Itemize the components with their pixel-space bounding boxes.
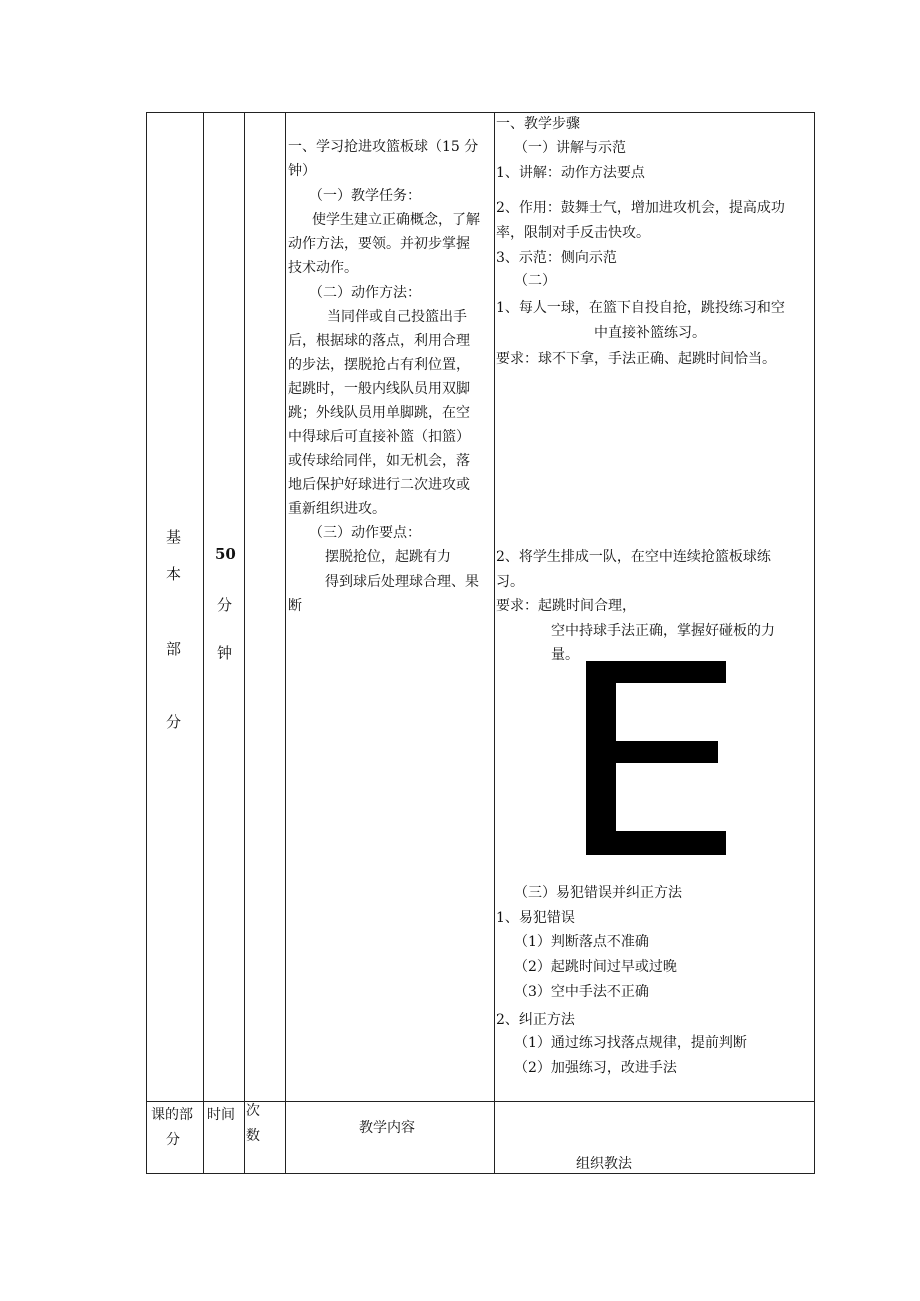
method-line: 一、教学步骤 — [496, 116, 580, 132]
section-name-char: 部 — [166, 640, 182, 658]
content-line: 钟） — [288, 163, 316, 179]
header-content: 教学内容 — [359, 1120, 415, 1136]
method-line: （1）通过练习找落点规律，提前判断 — [514, 1035, 747, 1051]
content-line: 技术动作。 — [288, 260, 358, 276]
method-line: （一）讲解与示范 — [514, 140, 626, 156]
method-line: （1）判断落点不准确 — [514, 934, 649, 950]
method-line: （2）起跳时间过早或过晚 — [514, 959, 677, 975]
method-line: 3、示范：侧向示范 — [496, 250, 617, 266]
e-shape-figure — [586, 661, 726, 855]
e-shape-bottom-bar — [586, 831, 726, 855]
content-line: 摆脱抢位，起跳有力 — [325, 549, 451, 565]
header-method: 组织教法 — [576, 1156, 632, 1172]
content-line: 起跳时，一般内线队员用双脚 — [288, 381, 470, 397]
content-line: 中得球后可直接补篮（扣篮） — [288, 429, 470, 445]
lesson-plan-table — [146, 112, 815, 1174]
row-divider — [147, 1101, 814, 1102]
content-line: 地后保护好球进行二次进攻或 — [288, 477, 470, 493]
section-name-char: 本 — [166, 565, 182, 583]
method-line: 1、易犯错误 — [496, 910, 575, 926]
column-divider — [494, 113, 495, 1173]
header-count-cont: 数 — [246, 1128, 260, 1144]
content-line: 断 — [288, 598, 302, 614]
content-line: 的步法，摆脱抢占有利位置， — [288, 357, 470, 373]
method-line: 2、将学生排成一队，在空中连续抢篮板球练 — [496, 549, 771, 565]
content-line: 动作方法，要领。并初步掌握 — [288, 236, 470, 252]
column-divider — [285, 113, 286, 1173]
method-line: 率，限制对手反击快攻。 — [496, 225, 650, 241]
content-line: （二）动作方法： — [309, 285, 421, 301]
content-line: （一）教学任务： — [309, 188, 421, 204]
content-line: 得到球后处理球合理、果 — [325, 574, 479, 590]
content-line: 重新组织进攻。 — [288, 501, 386, 517]
content-line: 后，根据球的落点，利用合理 — [288, 333, 470, 349]
method-line: （3）空中手法不正确 — [514, 984, 649, 1000]
header-time: 时间 — [207, 1107, 235, 1123]
method-line: 习。 — [496, 574, 524, 590]
method-line: （三）易犯错误并纠正方法 — [514, 885, 682, 901]
method-line: 2、作用：鼓舞士气，增加进攻机会，提高成功 — [496, 200, 785, 216]
method-line: 2、纠正方法 — [496, 1012, 575, 1028]
content-line: （三）动作要点： — [309, 525, 421, 541]
column-divider — [203, 113, 204, 1173]
header-part-cont: 分 — [166, 1132, 180, 1148]
method-line: （2）加强练习，改进手法 — [514, 1060, 677, 1076]
method-line: 要求：球不下拿，手法正确、起跳时间恰当。 — [496, 351, 776, 367]
content-line: 或传球给同伴，如无机会，落 — [288, 453, 470, 469]
method-line: 要求：起跳时间合理， — [496, 598, 636, 614]
method-line: 空中持球手法正确，掌握好碰板的力 — [551, 623, 775, 639]
header-part: 课的部 — [151, 1107, 193, 1123]
content-line: 当同伴或自己投篮出手 — [327, 309, 467, 325]
content-line: 一、学习抢进攻篮板球（15 分 — [288, 139, 479, 155]
method-line: 量。 — [551, 647, 579, 663]
content-line: 跳；外线队员用单脚跳，在空 — [288, 405, 470, 421]
method-line: 1、讲解：动作方法要点 — [496, 165, 645, 181]
time-unit-char: 钟 — [217, 644, 233, 662]
content-line: 使学生建立正确概念，了解 — [312, 212, 480, 228]
method-line: 中直接补篮练习。 — [594, 325, 706, 341]
time-value: 50 — [215, 545, 236, 563]
method-line: （二） — [514, 273, 556, 289]
header-count: 次 — [246, 1103, 260, 1119]
time-unit-char: 分 — [217, 596, 233, 614]
e-shape-top-bar — [586, 661, 726, 683]
section-name-char: 分 — [166, 713, 182, 731]
e-shape-middle-bar — [586, 741, 718, 763]
column-divider — [244, 113, 245, 1173]
section-name-char: 基 — [166, 528, 182, 546]
method-line: 1、每人一球，在篮下自投自抢，跳投练习和空 — [496, 300, 785, 316]
